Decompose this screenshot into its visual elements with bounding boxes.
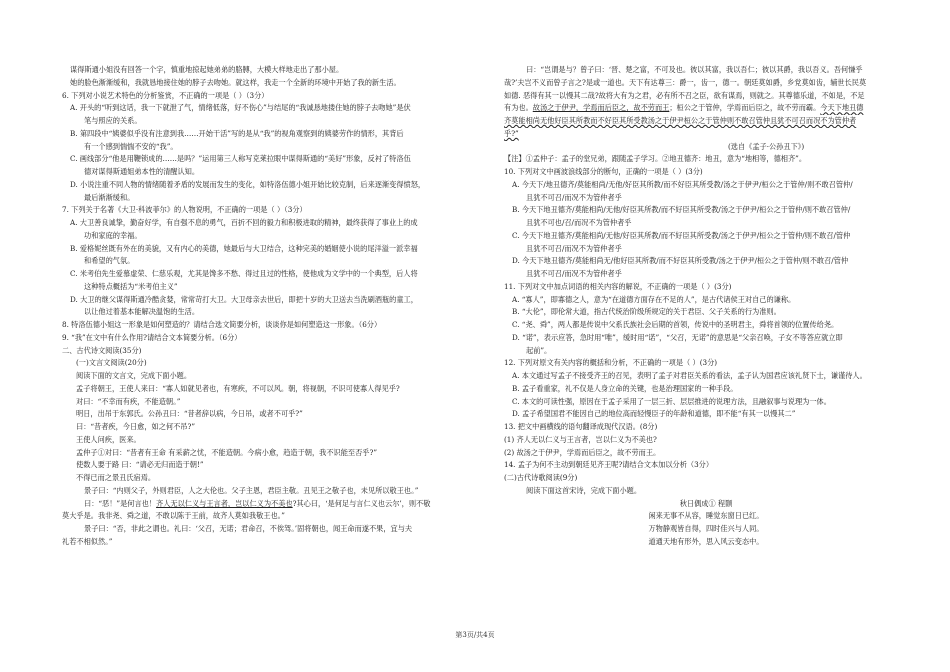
- text-line: 和希望的气氛。: [84, 256, 135, 266]
- text-line: (选自《孟子·公孙丑下》): [728, 141, 805, 151]
- text-line: 曰：“昔者疾，今日愈，如之何不吊?”: [76, 422, 196, 431]
- text-line: B. 第四段中“姨婆似乎没有注意到我……开始干活”写的是从“我”的视角观察到的姨婆劳作的情形，其背后: [70, 128, 404, 138]
- text-line: B. 爱格妮丝既有外在的美貌，又有内心的美德，她最后与大卫结合，这种完美的婚姻使小说的尾洋溢一派幸福: [70, 243, 418, 253]
- text-line: 乎?”: [504, 128, 519, 138]
- text-line: 最后渐渐缓和。: [84, 192, 135, 202]
- text-line: C. 本文的可读性强，原因在于孟子采用了一层三折、层层推进的说理方法，且融叙事与说理为一体。: [512, 396, 831, 406]
- text-line: (2) 故汤之于伊尹，学焉而后臣之，故不劳而王。: [504, 447, 661, 457]
- text-line: 曰：“恶！”是何言也！齐人无以仁义与王言者，岂以仁义为不美也?其心曰，‘是何足与言仁义也云尔’，则不敬: [84, 498, 431, 508]
- text-line: 哉?’夫岂不义而曾子言之?是或一道也。天下有达尊三：爵一，齿一，德一。朝廷莫如爵，乡党莫如齿，辅世长民莫: [504, 77, 867, 87]
- text-line: 这种特点概括为“米考伯主义”: [84, 281, 178, 291]
- text-line: 且犹不可召/而况不为管仲者乎: [526, 192, 622, 202]
- text-line: 万物静观皆自得，四时佳兴与人同。: [648, 524, 764, 533]
- text-line: D. 小说注重不同人物的情绪随着矛盾的发展而发生的变化，如特洛伍德小姐开始比较克制，后来逐渐变得愤怒，: [70, 179, 426, 189]
- text-line: 功和家庭的幸福。: [84, 230, 142, 240]
- text-line: D. 孟子希望国君不能因自己的地位高而轻慢臣子的年龄和道德，即不能“有其一以慢其二”: [512, 409, 796, 419]
- text-line: C. 画线部分“他是用鞭锁成的……是吗？”运用第三人称写克莱拉眼中谋得斯通的“美好”形象，反衬了特洛伍: [70, 154, 411, 164]
- text-line: D. 今天下地丑德齐/莫能相尚无/他好臣其所教/而不好臣其所受教/汤之于伊尹/桓公之于管仲/则不敢召/管仲: [512, 256, 849, 266]
- text-line: 7. 下列关于名著《大卫·科波菲尔》的人物说明，不正确的一项是（ ）（3分）: [62, 205, 307, 215]
- text-line: 【注】①孟仲子：孟子的堂兄弟，跟随孟子学习。②地丑德齐：地丑，意为“地相等，德相齐”。: [504, 154, 807, 164]
- text-line: 对曰：“不幸而有疾，不能造朝。”: [76, 396, 181, 406]
- text-line: A. 开头的“听到这话，我一下就泄了气，情绪低落，好不伤心”与结尾的“我诚恳地搂住她的脖子去吻她”是伏: [70, 103, 411, 113]
- text-line: (一)文言文阅读(20分): [76, 358, 147, 368]
- text-line: 德对谋得斯通姐弟本性的清醒认知。: [84, 167, 200, 176]
- text-line: A. “寡人”，即寡德之人，意为“在道德方面存在不足的人”，是古代诸侯王对自己的谦称。: [512, 294, 796, 304]
- text-line: 阅读下面这首宋诗，完成下面小题。: [526, 485, 642, 495]
- text-line: 10. 下列对文中画波浪线部分的断句，正确的一项是（ ）(3分): [504, 167, 703, 176]
- text-line: 莫大乎是。我非尧、舜之道，不敢以陈于王前，故齐人莫如我敬王也。”: [62, 511, 285, 521]
- text-line: 阅读下面的文言文，完成下面小题。: [76, 371, 192, 380]
- right-column: [504, 64, 908, 549]
- text-line: (二)古代诗歌阅读(9分): [504, 473, 578, 482]
- text-line: 闲来无事不从容，睡觉东窗日已红。: [648, 511, 764, 521]
- text-line: 以让他过着基本能解决温饱的生活。: [84, 307, 200, 317]
- text-line: (1) 齐人无以仁义与王言者，岂以仁义为不美也?: [504, 434, 657, 444]
- text-line: 6. 下列对小说艺术特色的分析鉴赏，不正确的一项是（ ）（3分）: [62, 90, 269, 100]
- text-line: B. 今天下地丑德齐/莫能相尚/无他/好臣其所教/而不好臣其所受教/汤之于伊尹/桓公之于管仲/则不敢召管仲/: [512, 205, 851, 215]
- text-line: 谋得斯通小姐没有回答一个字，慎重地掠起她弟弟的胳膊，大模大样地走出了那小屋。: [70, 65, 344, 74]
- text-line: 且犹不可召/而况不为管仲者乎: [526, 243, 622, 253]
- text-line: A. 本文通过写孟子不接受齐王的召见，表明了孟子对君臣关系的看法，孟子认为国君应该礼贤下士，谦谨待人。: [512, 371, 867, 380]
- text-line: 8. 特洛伍德小姐这一形象是如何塑造的？请结合选文简要分析，谈谈你是如何塑造这一形象。（6分）: [62, 320, 382, 329]
- text-line: A. 大卫善良诚挚，勤奋好学，有自强不息的勇气，百折不回的毅力和积极进取的精神，最终获得了事业上的成: [70, 218, 418, 227]
- text-line: 秋日偶成① 程颢: [679, 498, 733, 508]
- text-line: 且犹不可召/而况不为管仲者乎: [526, 269, 622, 278]
- text-line: 使数人要于路 曰：“请必无归而造于朝!”: [76, 460, 204, 470]
- text-line: 且犹不可也/召/而况不为管仲者乎: [526, 218, 632, 227]
- text-line: 11. 下列对文中加点词语的相关内容的解说，不正确的一项是（ ）(3分): [504, 281, 732, 291]
- text-line: 景子曰：“否，非此之谓也。礼曰：‘父召，无诺；君命召，不俟驾。’固将朝也，闻王命而遂不果，宜与夫: [84, 524, 413, 533]
- text-line: 曰：“岂谓是与？曾子曰：‘晋、楚之富，不可及也。彼以其富，我以吾仁；彼以其爵，我以吾义。吾何慊乎: [526, 65, 863, 74]
- text-line: 13. 把文中画横线的语句翻译成现代汉语。(8分): [504, 422, 658, 431]
- text-line: 有一个感到惴惴不安的“我”。: [84, 141, 178, 151]
- text-line: 明日，出吊于东郭氏。公孙丑曰：“昔者辞以病，今日吊，或者不可乎?”: [76, 409, 303, 419]
- text-line: D. 大卫的继父谋得斯通冷酷贪婪，常常苛打大卫。大卫母亲去世后，即把十岁的大卫送去当洗刷酒瓶的童工，: [70, 294, 418, 304]
- text-line: 孟仲子①对曰：“昔者有王命 有采薪之忧，不能造朝。今病小愈，趋造于朝，我不识能至否乎?”: [76, 447, 377, 457]
- text-line: D. “诺”，表示应答，急时用“唯”，缓时用“诺”，“父召，无诺”的意思是“父亲召唤，子女不等答应就立即: [512, 332, 843, 342]
- text-line: 不得已而之景丑氏宿焉。: [76, 473, 156, 482]
- text-line: 14. 孟子为何不主动到朝廷见齐王呢?请结合文本加以分析（3分）: [504, 460, 714, 470]
- text-line: 12. 下列对原文有关内容的概括和分析，不正确的一项是（ ）(3分): [504, 358, 718, 368]
- text-line: 景子曰：“内则父子，外则君臣，人之大伦也。父子主恩，君臣主敬。丑见王之敬子也，未见所以敬王也。”: [84, 485, 419, 495]
- text-line: B. “大伦”，即伦常大道，指古代统治阶级所规定的关于君臣、父子关系的行为准则。: [512, 307, 781, 317]
- text-line: 她的脸色渐渐缓和，我就恳地接住她的脖子去吻她。就这样，我走一个全新的环境中开始了我的新生活。: [70, 77, 401, 87]
- text-line: B. 孟子看重家，礼不仅是人身立命的关键，也是治理国家的一种手段。: [512, 383, 738, 393]
- text-line: 有为也。故汤之于伊尹，学焉而后臣之，故不劳而王；桓公之于管仲，学焉而后臣之，故不劳而霸。今天下地丑德: [504, 103, 864, 113]
- text-line: C. 米考伯先生爱慕虚荣、仁慈乐观，尤其是馋多不愁、得过且过的性格，使他成为文学中的一个典型，后人将: [70, 269, 418, 278]
- text-line: 如德. 恶得有其一以慢其二哉?故将大有为之君，必有所不召之臣，欲有谋焉，则就之。其尊德乐道，不如是，不足: [504, 90, 865, 100]
- text-line: 孟子将朝王，王使人来曰：“寡人如就见者也，有寒疾，不可以风。朝，将视朝，不识可使寡人得见乎?: [76, 383, 400, 393]
- text-line: C. 今天下地丑德齐/莫能相尚/无他/好臣其所教/而不好臣其所受教/汤之于伊尹/桓公之于管仲/则不敢召/管仲: [512, 230, 851, 240]
- text-line: 道通天地有形外，思入风云变态中。: [648, 536, 764, 546]
- text-line: 王使人问疾，医来。: [76, 434, 141, 444]
- text-line: 二、古代诗文阅读(35分): [62, 345, 142, 355]
- text-line: 礼若不相似然。”: [62, 536, 113, 546]
- left-column: [62, 64, 466, 549]
- page-footer: 第3页/共4页: [455, 631, 495, 639]
- text-line: A. 今天下/地丑德齐/莫能相尚/无他/好臣其所教/而不好臣其所受教/汤之于伊尹/桓公之于管仲/则不敢召管仲/: [512, 179, 853, 189]
- text-line: 起前”。: [526, 345, 552, 355]
- text-line: 9. “我”在文中有什么作用?请结合文本简要分析。（6分）: [62, 332, 242, 342]
- text-line: 笔与照应的关系。: [84, 116, 142, 125]
- text-line: C. “尧、舜”，两人都是传说中父系氏族社会后期的首领，传说中的圣明君主，舜将首领的位置传给尧。: [512, 320, 839, 329]
- text-line: 齐莫能相尚无他好臣其所教而不好臣其所受教汤之于伊尹桓公之于管仲则不敢召管仲且犹不可召而况不为管仲者: [504, 116, 857, 125]
